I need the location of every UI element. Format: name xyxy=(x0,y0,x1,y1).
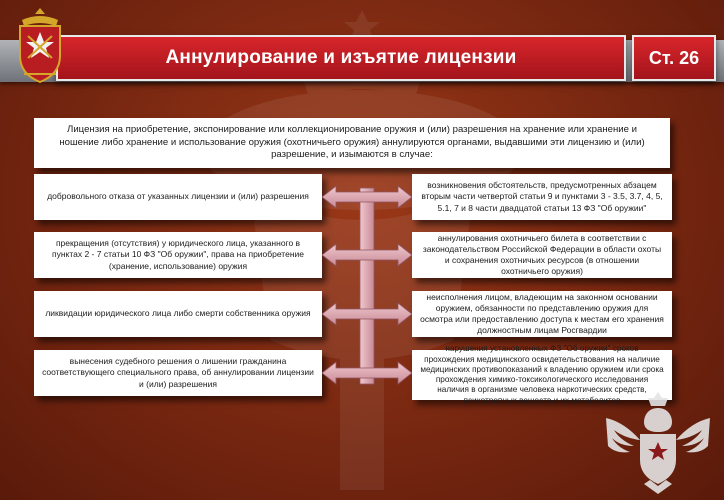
case-court-decision: вынесения судебного решения о лишении гражданина соответствующего специального права, об аннулировании лицензии и (или) разрешения xyxy=(34,350,322,396)
case-legal-entity-right-termination: прекращения (отсутствия) у юридического лица, указанного в пунктах 2 - 7 статьи 10 ФЗ "Об оружии", права на приобретение (хранение, использование) оружия xyxy=(34,232,322,278)
case-circumstances-art9-art13: возникновения обстоятельств, предусмотренных абзацем вторым части четвертой статьи 9 и пунктами 3 - 3.5, 3.7, 4, 5, 5.1, 7 и 8 части двадцатой статьи 13 ФЗ "Об оружии" xyxy=(412,174,672,220)
page-title: Аннулирование и изъятие лицензии xyxy=(56,35,626,81)
case-medical-exam-violation: нарушения установленных ФЗ "Об оружии" сроков прохождения медицинского освидетельствования на наличие медицинских противопоказаний к владению оружием или срока прохождения химико-токсикологического исследования наличия в организме человека наркотических средств, психотропных веществ и их метаболитов xyxy=(412,350,672,400)
connector-vertical-bar xyxy=(360,188,374,384)
intro-statement: Лицензия на приобретение, экспонирование или коллекционирование оружия и (или) разрешения на хранение или хранение и ношение либо хранение и использование оружия (охотничьего оружия) аннулируются органами, выдавшими эти лицензию и (или) разрешение, и изымаются в случае: xyxy=(34,118,670,168)
central-connector-arrows xyxy=(322,174,412,394)
case-voluntary-refusal: добровольного отказа от указанных лицензии и (или) разрешения xyxy=(34,174,322,220)
article-number: Ст. 26 xyxy=(632,35,716,81)
rosgvardia-emblem-icon xyxy=(14,6,66,86)
case-liquidation-or-death: ликвидации юридического лица либо смерти собственника оружия xyxy=(34,291,322,337)
case-hunting-ticket-annulment: аннулирования охотничьего билета в соответствии с законодательством Российской Федерации в области охоты и сохранения охотничьих ресурсов (в отношении охотничьего оружия) xyxy=(412,232,672,278)
eagle-emblem-icon xyxy=(600,388,716,496)
case-failure-to-present-weapon: неисполнения лицом, владеющим на законном основании оружием, обязанности по представлению оружия для осмотра или предоставлению доступа к местам его хранения должностным лицам Росгвардии xyxy=(412,291,672,337)
